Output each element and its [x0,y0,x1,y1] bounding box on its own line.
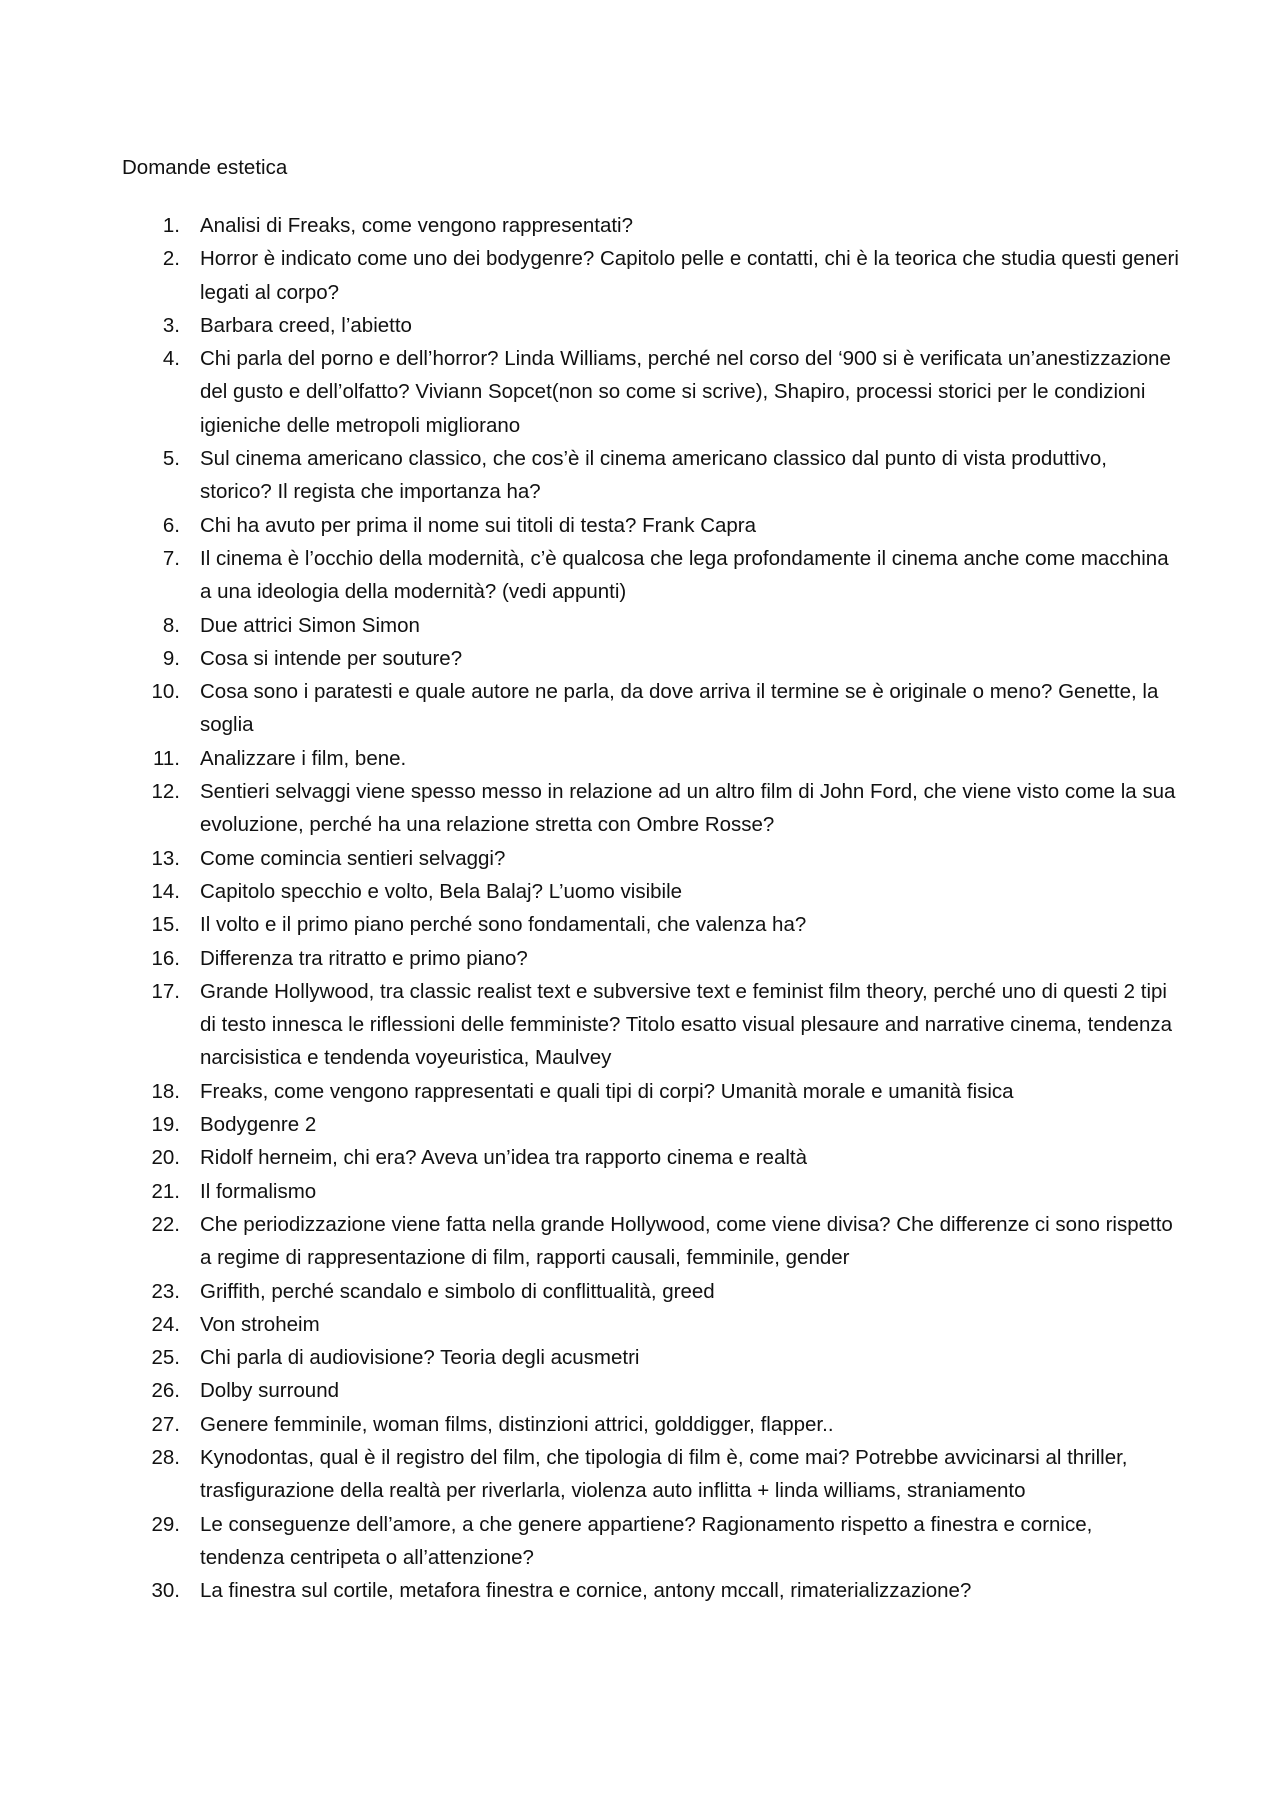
list-item-number: 22. [151,1212,180,1236]
list-item-number: 17. [151,979,180,1003]
list-item-text: Sul cinema americano classico, che cos’è il cinema americano classico dal punto di vista produttivo, storico? Il regista che importanza ha? [200,447,1107,504]
list-item-text: Il cinema è l’occhio della modernità, c’è qualcosa che lega profondamente il cinema anche come macchina a una ideologia della modernità? (vedi appunti) [200,546,1169,604]
list-item-number: 10. [151,680,180,704]
list-item-number: 6. [162,513,180,537]
list-item-text: Il formalismo [200,1179,317,1203]
list-item-text: Chi parla del porno e dell’horror? Linda Williams, perché nel corso del ‘900 si è verificata un’anestizzazione del gusto e dell’olfatto? Viviann Sopcet(non so come si scrive), Shapiro, processi storici per le condizioni igieniche delle metropoli migliorano [200,347,1171,437]
list-item-number: 18. [151,1079,180,1103]
list-item [122,442,1182,509]
list-item [122,775,1182,842]
list-item-text: Capitolo specchio e volto, Bela Balaj? L’uomo visibile [200,879,683,903]
list-item-number: 29. [151,1512,180,1536]
list-item [122,542,1182,609]
list-item-text: Differenza tra ritratto e primo piano? [200,946,528,970]
list-item-text: Chi ha avuto per prima il nome sui titoli di testa? Frank Capra [200,513,757,537]
list-item-text: Che periodizzazione viene fatta nella grande Hollywood, come viene divisa? Che differenze ci sono rispetto a regime di rappresentazione di film, rapporti causali, femminile, gender [200,1212,1173,1270]
list-item-text: Analizzare i film, bene. [200,746,407,770]
list-item [122,875,1182,908]
list-item-number: 24. [151,1312,180,1336]
list-item [122,1374,1182,1407]
list-item-number: 8. [162,613,180,637]
list-item [122,675,1182,742]
list-item [122,209,1182,242]
list-item [122,1408,1182,1441]
list-item-number: 13. [151,846,180,870]
list-item [122,1341,1182,1374]
list-item-number: 26. [151,1379,180,1403]
list-item-number: 23. [151,1279,180,1303]
list-item-number: 2. [162,247,180,271]
list-item [122,509,1182,542]
list-item-text: Horror è indicato come uno dei bodygenre? Capitolo pelle e contatti, chi è la teorica che studia questi generi legati al corpo? [200,247,1179,304]
list-item-number: 19. [151,1113,180,1137]
list-item [122,942,1182,975]
list-item [122,309,1182,342]
list-item [122,842,1182,875]
list-item-number: 11. [153,746,180,770]
list-item [122,975,1182,1075]
list-item [122,1108,1182,1141]
list-item [122,1574,1182,1607]
list-item [122,1441,1182,1508]
list-item-text: Genere femminile, woman films, distinzioni attrici, golddigger, flapper.. [200,1412,834,1436]
list-item-text: Grande Hollywood, tra classic realist text e subversive text e feminist film theory, perché uno di questi 2 tipi di testo innesca le riflessioni delle femministe? Titolo esatto visual plesaure and narrative cinema, tendenza narcisistica e tendenda voyeuristica, Maulvey [200,979,1172,1070]
list-item-text: Le conseguenze dell’amore, a che genere appartiene? Ragionamento rispetto a finestra e cornice, tendenza centripeta o all’attenzione? [200,1512,1093,1569]
list-item-text: Griffith, perché scandalo e simbolo di conflittualità, greed [200,1279,715,1303]
document-title: Domande estetica [122,156,288,179]
list-item [122,908,1182,941]
list-item [122,342,1182,442]
list-item-text: Cosa sono i paratesti e quale autore ne parla, da dove arriva il termine se è originale o meno? Genette, la soglia [200,680,1159,737]
list-item-text: Bodygenre 2 [200,1113,317,1137]
list-item-number: 5. [162,447,180,471]
list-item [122,1308,1182,1341]
list-item-text: Come comincia sentieri selvaggi? [200,846,506,870]
list-item-number: 14. [151,879,180,903]
list-item-text: La finestra sul cortile, metafora finestra e cornice, antony mccall, rimaterializzazione? [200,1579,972,1603]
list-item [122,242,1182,309]
list-item-text: Cosa si intende per souture? [200,646,463,670]
list-item-number: 25. [151,1346,180,1370]
list-item [122,1275,1182,1308]
list-item-number: 27. [151,1412,180,1436]
list-item-number: 16. [151,946,180,970]
list-item-number: 20. [151,1146,180,1170]
list-item-text: Analisi di Freaks, come vengono rappresentati? [200,214,634,237]
list-item-number: 7. [162,546,180,570]
list-item-number: 1. [162,214,180,237]
question-list [122,209,1182,1607]
list-item-number: 30. [151,1579,180,1603]
list-item-text: Kynodontas, qual è il registro del film, che tipologia di film è, come mai? Potrebbe avvicinarsi al thriller, trasfigurazione della realtà per riverlarla, violenza auto inflitta + linda williams, straniamento [200,1445,1128,1503]
list-item [122,1175,1182,1208]
list-item-text: Il volto e il primo piano perché sono fondamentali, che valenza ha? [200,913,807,937]
list-item [122,1075,1182,1108]
list-item [122,742,1182,775]
list-item [122,609,1182,642]
list-item-number: 12. [151,780,180,804]
list-item-number: 21. [151,1179,180,1203]
list-item-number: 3. [162,313,180,337]
list-item-number: 15. [151,913,180,937]
list-item-text: Barbara creed, l’abietto [200,313,412,337]
list-item [122,1141,1182,1174]
list-item [122,642,1182,675]
list-item-text: Ridolf herneim, chi era? Aveva un’idea tra rapporto cinema e realtà [200,1146,807,1170]
list-item-number: 9. [162,646,180,670]
list-item-text: Freaks, come vengono rappresentati e quali tipi di corpi? Umanità morale e umanità fisica [200,1079,1014,1103]
list-item-number: 28. [151,1445,180,1469]
list-item-text: Dolby surround [200,1379,340,1403]
list-item-text: Sentieri selvaggi viene spesso messo in relazione ad un altro film di John Ford, che viene visto come la sua evoluzione, perché ha una relazione stretta con Ombre Rosse? [200,780,1176,837]
list-item-text: Von stroheim [200,1312,320,1336]
list-item [122,1208,1182,1275]
list-item-text: Chi parla di audiovisione? Teoria degli acusmetri [200,1346,640,1370]
list-item-number: 4. [162,347,180,371]
list-item [122,1508,1182,1575]
list-item-text: Due attrici Simon Simon [200,613,420,637]
